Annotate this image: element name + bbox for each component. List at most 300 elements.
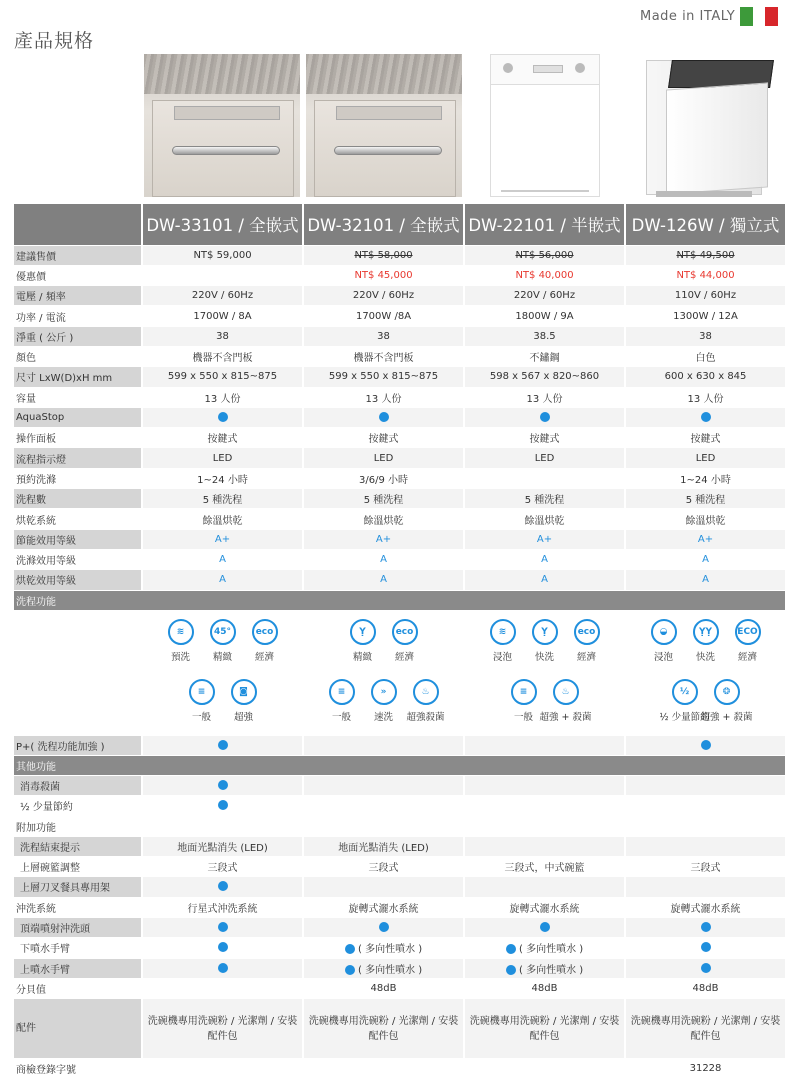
- table-cell: [464, 938, 625, 958]
- accessory-cell: 洗碗機專用洗碗粉 / 光潔劑 / 安裝配件包: [142, 999, 303, 1059]
- table-cell: [464, 367, 625, 387]
- cell-value: A: [380, 574, 387, 586]
- spec-row: [14, 326, 786, 346]
- table-cell: [464, 509, 625, 529]
- table-cell: [303, 448, 464, 468]
- spec-row: [14, 245, 786, 265]
- table-cell: [142, 387, 303, 407]
- function-item: [730, 619, 766, 663]
- cell-value: 13 人份: [687, 393, 724, 405]
- spec-row: [14, 448, 786, 468]
- model-name: DW-126W / 獨立式: [625, 204, 786, 245]
- table-cell: [625, 775, 786, 795]
- cell-value: NT$ 45,000: [354, 269, 413, 281]
- spec-row: [14, 468, 786, 488]
- function-label: 精緻: [352, 651, 372, 663]
- function-icon-row: [628, 679, 783, 723]
- extra-row: [14, 938, 786, 958]
- table-cell: [625, 897, 786, 917]
- cell-value: NT$ 49,500: [676, 249, 735, 261]
- function-cell: [142, 610, 303, 735]
- spec-row: [14, 529, 786, 549]
- cell-value: 餘溫烘乾: [363, 515, 404, 527]
- table-cell: [625, 857, 786, 877]
- spec-row: [14, 509, 786, 529]
- spec-table: [14, 204, 787, 1079]
- cell-value: 旋轉式灑水系統: [348, 903, 419, 915]
- table-cell: [625, 917, 786, 937]
- table-cell: [142, 938, 303, 958]
- soak-icon: ◒: [651, 619, 677, 645]
- cell-value: 餘溫烘乾: [524, 515, 565, 527]
- feature-dot: [540, 922, 550, 932]
- cell-value: A: [541, 554, 548, 566]
- feature-note: ( 多向性噴水 ): [354, 944, 423, 956]
- spec-row: [14, 306, 786, 326]
- table-cell: [142, 367, 303, 387]
- model-name: DW-32101 / 全嵌式: [303, 204, 464, 245]
- table-cell: [464, 1059, 625, 1079]
- other-row: [14, 775, 786, 795]
- table-cell: [142, 857, 303, 877]
- table-cell: [625, 367, 786, 387]
- cell-value: A+: [375, 533, 392, 545]
- function-item: [527, 619, 563, 663]
- function-icon-row: [306, 679, 461, 723]
- function-icon-row: [145, 679, 300, 723]
- cell-value: 1700W /8A: [355, 310, 412, 322]
- cell-value: 48dB: [370, 982, 397, 994]
- spec-row: [14, 265, 786, 285]
- cell-value: LED: [212, 452, 233, 464]
- cell-value: 220V / 60Hz: [513, 290, 576, 302]
- table-cell: [625, 468, 786, 488]
- cell-value: 按鍵式: [207, 434, 238, 446]
- table-cell: [142, 917, 303, 937]
- function-icon-row: [145, 619, 300, 663]
- table-cell: [464, 917, 625, 937]
- table-cell: [142, 549, 303, 569]
- function-icon-row: [306, 619, 461, 663]
- table-cell: [142, 978, 303, 998]
- table-cell: [303, 407, 464, 427]
- row-label: 洗程結束提示: [14, 836, 142, 856]
- cell-value: 三段式: [690, 863, 721, 875]
- function-item: [163, 619, 199, 663]
- table-cell: [464, 836, 625, 856]
- row-label: 沖洗系統: [14, 897, 142, 917]
- function-cell: [625, 610, 786, 735]
- function-item: [324, 679, 360, 723]
- function-item: [387, 619, 423, 663]
- cell-value: A+: [214, 533, 231, 545]
- cell-value: LED: [695, 452, 716, 464]
- feature-dot: [701, 942, 711, 952]
- table-cell: [464, 529, 625, 549]
- table-cell: [625, 489, 786, 509]
- cell-value: 1300W / 12A: [673, 310, 738, 322]
- cell-value: 白色: [695, 353, 716, 365]
- table-cell: [303, 570, 464, 590]
- cell-value: 機器不含門板: [192, 353, 253, 365]
- feature-dot: [701, 740, 711, 750]
- function-label: 一般: [191, 711, 211, 723]
- feature-dot: [540, 412, 550, 422]
- other-row: [14, 796, 786, 816]
- table-cell: [303, 489, 464, 509]
- function-item: [569, 619, 605, 663]
- function-label: 經濟: [394, 651, 414, 663]
- feature-dot: [218, 412, 228, 422]
- product-photo-dw32101: [306, 54, 462, 197]
- table-cell: [464, 286, 625, 306]
- row-label: 節能效用等級: [14, 529, 142, 549]
- table-cell: [464, 570, 625, 590]
- spec-row: [14, 387, 786, 407]
- spec-row: [14, 428, 786, 448]
- table-cell: [142, 836, 303, 856]
- half-load-icon: ½: [672, 679, 698, 705]
- row-label: 操作面板: [14, 428, 142, 448]
- table-cell: [464, 735, 625, 755]
- function-cell: [464, 610, 625, 735]
- function-icon-row: [467, 679, 622, 723]
- product-photo-dw126w: [636, 54, 782, 197]
- table-cell: [142, 509, 303, 529]
- header-blank: [14, 204, 142, 245]
- table-cell: [625, 326, 786, 346]
- table-cell: [303, 529, 464, 549]
- function-item: [205, 619, 241, 663]
- row-label: 配件: [14, 999, 142, 1059]
- function-label: 浸泡: [653, 651, 673, 663]
- table-cell: [464, 489, 625, 509]
- function-item: [659, 679, 710, 723]
- feature-dot: [379, 412, 389, 422]
- function-label: 超強: [233, 711, 253, 723]
- eco-icon: eco: [392, 619, 418, 645]
- spec-row: [14, 407, 786, 427]
- cell-value: 48dB: [531, 982, 558, 994]
- feature-dot: [218, 740, 228, 750]
- function-item: [539, 679, 592, 723]
- cell-value: 38: [699, 330, 712, 342]
- model-name: DW-33101 / 全嵌式: [142, 204, 303, 245]
- row-label: 容量: [14, 387, 142, 407]
- function-label: 快洗: [534, 651, 554, 663]
- function-item: [226, 679, 262, 723]
- feature-dot: [218, 881, 228, 891]
- extra-row: [14, 958, 786, 978]
- cell-value: 餘溫烘乾: [685, 515, 726, 527]
- soak-icon: ≋: [490, 619, 516, 645]
- row-label: 優惠價: [14, 265, 142, 285]
- cell-value: 5 種洗程: [524, 495, 565, 507]
- table-cell: [303, 796, 464, 816]
- accessory-cell: 洗碗機專用洗碗粉 / 光潔劑 / 安裝配件包: [303, 999, 464, 1059]
- cell-value: A: [380, 554, 387, 566]
- cell-value: 38: [377, 330, 390, 342]
- spec-row: [14, 570, 786, 590]
- table-cell: [303, 367, 464, 387]
- feature-dot: [379, 922, 389, 932]
- normal-icon: ≡: [329, 679, 355, 705]
- row-label: AquaStop: [14, 407, 142, 427]
- table-cell: [303, 549, 464, 569]
- table-cell: [303, 978, 464, 998]
- table-cell: [464, 897, 625, 917]
- cell-value: 按鍵式: [368, 434, 399, 446]
- table-cell: [142, 326, 303, 346]
- quick-icon: ỴỴ: [693, 619, 719, 645]
- cell-value: 地面光點消失 (LED): [177, 842, 268, 854]
- cell-value: 600 x 630 x 845: [664, 371, 747, 383]
- table-cell: [625, 306, 786, 326]
- cell-value: 110V / 60Hz: [674, 290, 737, 302]
- accessory-cell: 洗碗機專用洗碗粉 / 光潔劑 / 安裝配件包: [625, 999, 786, 1059]
- row-label: [14, 610, 142, 735]
- table-cell: [464, 265, 625, 285]
- table-cell: [464, 816, 625, 836]
- cell-value: 機器不含門板: [353, 353, 414, 365]
- cell-value: A+: [697, 533, 714, 545]
- feature-note: ( 多向性噴水 ): [515, 944, 584, 956]
- table-cell: [142, 897, 303, 917]
- extra-title: 附加功能: [14, 816, 142, 836]
- accessory-cell: 洗碗機專用洗碗粉 / 光潔劑 / 安裝配件包: [464, 999, 625, 1059]
- cell-value: 31228: [689, 1063, 722, 1075]
- spec-row: [14, 367, 786, 387]
- function-item: [247, 619, 283, 663]
- feature-dot: [218, 922, 228, 932]
- table-cell: [464, 978, 625, 998]
- table-cell: [303, 816, 464, 836]
- cell-value: 13 人份: [365, 393, 402, 405]
- p-plus-row: [14, 735, 786, 755]
- table-cell: [303, 306, 464, 326]
- cell-value: NT$ 56,000: [515, 249, 574, 261]
- cell-value: 220V / 60Hz: [352, 290, 415, 302]
- function-item: [366, 679, 402, 723]
- row-label: 分貝值: [14, 978, 142, 998]
- cell-value: LED: [534, 452, 555, 464]
- table-cell: [303, 836, 464, 856]
- table-cell: [625, 938, 786, 958]
- table-cell: [142, 489, 303, 509]
- table-cell: [142, 1059, 303, 1079]
- delicate-icon: 45°: [210, 619, 236, 645]
- cell-value: 5 種洗程: [202, 495, 243, 507]
- extra-row: [14, 978, 786, 998]
- table-cell: [625, 265, 786, 285]
- table-cell: [625, 836, 786, 856]
- normal-icon: ≡: [511, 679, 537, 705]
- cell-value: 按鍵式: [529, 434, 560, 446]
- cell-value: 不鏽鋼: [529, 353, 560, 365]
- row-label: 預約洗滌: [14, 468, 142, 488]
- table-cell: [142, 775, 303, 795]
- cell-value: 48dB: [692, 982, 719, 994]
- cell-value: NT$ 59,000: [193, 249, 252, 261]
- spec-row: [14, 549, 786, 569]
- table-cell: [625, 387, 786, 407]
- table-cell: [625, 570, 786, 590]
- table-cell: [464, 877, 625, 897]
- row-label: P+( 洗程功能加強 ): [14, 735, 142, 755]
- table-cell: [142, 407, 303, 427]
- function-label: 經濟: [576, 651, 596, 663]
- table-cell: [625, 816, 786, 836]
- table-cell: [142, 735, 303, 755]
- row-label: 上層刀叉餐具專用架: [14, 877, 142, 897]
- cell-value: 598 x 567 x 820~860: [489, 371, 600, 383]
- table-cell: [142, 265, 303, 285]
- cell-value: 38.5: [533, 330, 556, 342]
- table-cell: [625, 549, 786, 569]
- cell-value: A: [702, 554, 709, 566]
- table-cell: [464, 857, 625, 877]
- cell-value: 旋轉式灑水系統: [509, 903, 580, 915]
- cell-value: NT$ 44,000: [676, 269, 735, 281]
- cell-value: NT$ 58,000: [354, 249, 413, 261]
- extra-row: [14, 836, 786, 856]
- table-cell: [625, 958, 786, 978]
- table-cell: [303, 387, 464, 407]
- model-header-row: [14, 204, 786, 245]
- extra-row: [14, 917, 786, 937]
- feature-dot: [506, 944, 516, 954]
- function-item: [485, 619, 521, 663]
- table-cell: [303, 346, 464, 366]
- cell-value: 按鍵式: [690, 434, 721, 446]
- function-label: 超強 + 殺菌: [539, 711, 592, 723]
- feature-note: ( 多向性噴水 ): [515, 964, 584, 976]
- function-label: 超強殺菌: [406, 711, 445, 723]
- table-cell: [303, 897, 464, 917]
- function-icon-row: [467, 619, 622, 663]
- cell-value: 3/6/9 小時: [358, 474, 408, 486]
- cell-value: A: [702, 574, 709, 586]
- quick-icon: Ỵ: [532, 619, 558, 645]
- feature-dot: [218, 942, 228, 952]
- table-cell: [303, 877, 464, 897]
- spacer: [306, 663, 461, 679]
- row-label: 功率 / 電流: [14, 306, 142, 326]
- function-item: [408, 679, 444, 723]
- extra-row: [14, 877, 786, 897]
- feature-dot: [345, 944, 355, 954]
- feature-dot: [218, 963, 228, 973]
- table-cell: [142, 346, 303, 366]
- table-cell: [625, 407, 786, 427]
- table-cell: [303, 735, 464, 755]
- function-label: 經濟: [254, 651, 274, 663]
- cell-value: 旋轉式灑水系統: [670, 903, 741, 915]
- table-cell: [625, 286, 786, 306]
- function-label: 精緻: [212, 651, 232, 663]
- row-label: 尺寸 LxW(D)xH mm: [14, 367, 142, 387]
- table-cell: [142, 448, 303, 468]
- table-cell: [464, 796, 625, 816]
- spacer: [467, 663, 622, 679]
- feature-note: ( 多向性噴水 ): [354, 964, 423, 976]
- function-label: 預洗: [170, 651, 190, 663]
- table-cell: [625, 978, 786, 998]
- function-label: 超強 + 殺菌: [700, 711, 753, 723]
- table-cell: [303, 775, 464, 795]
- feature-dot: [701, 412, 711, 422]
- delicate-icon: Ỵ: [350, 619, 376, 645]
- table-cell: [303, 857, 464, 877]
- table-cell: [625, 428, 786, 448]
- row-label: 頂端噴射沖洗頭: [14, 917, 142, 937]
- page-title: 產品規格: [14, 30, 95, 52]
- function-label: 一般: [513, 711, 533, 723]
- cell-value: A+: [536, 533, 553, 545]
- extra-row: [14, 897, 786, 917]
- section-wash-functions: [14, 590, 786, 610]
- function-item: [700, 679, 753, 723]
- table-cell: [464, 448, 625, 468]
- row-label: ½ 少量節約: [14, 796, 142, 816]
- cell-value: 599 x 550 x 815~875: [328, 371, 439, 383]
- row-label: 上噴水手臂: [14, 958, 142, 978]
- section-label: 其他功能: [14, 755, 786, 775]
- table-cell: [303, 286, 464, 306]
- table-cell: [142, 958, 303, 978]
- table-cell: [303, 1059, 464, 1079]
- feature-dot: [506, 965, 516, 975]
- made-in-label: Made in ITALY: [640, 9, 736, 24]
- extra-title-row: [14, 816, 786, 836]
- table-cell: [464, 306, 625, 326]
- cell-value: 行星式沖洗系統: [187, 903, 258, 915]
- cell-value: 5 種洗程: [363, 495, 404, 507]
- accessories-row: [14, 999, 786, 1059]
- table-cell: [303, 509, 464, 529]
- row-label: 流程指示燈: [14, 448, 142, 468]
- row-label: 洗滌效用等級: [14, 549, 142, 569]
- feature-dot: [701, 922, 711, 932]
- table-cell: [464, 387, 625, 407]
- row-label: 洗程數: [14, 489, 142, 509]
- section-other-functions: [14, 755, 786, 775]
- cell-value: NT$ 40,000: [515, 269, 574, 281]
- normal-icon: ≡: [189, 679, 215, 705]
- table-cell: [303, 245, 464, 265]
- function-item: [688, 619, 724, 663]
- row-label: 上層碗籃調整: [14, 857, 142, 877]
- table-cell: [625, 529, 786, 549]
- table-cell: [625, 735, 786, 755]
- spacer: [628, 663, 783, 679]
- row-label: 顏色: [14, 346, 142, 366]
- feature-dot: [218, 780, 228, 790]
- table-cell: [625, 245, 786, 265]
- table-cell: [464, 428, 625, 448]
- quick-icon: »: [371, 679, 397, 705]
- cell-value: 三段式，中式碗籃: [504, 863, 585, 875]
- table-cell: [142, 816, 303, 836]
- table-cell: [142, 306, 303, 326]
- product-photo-dw22101: [490, 54, 600, 197]
- cell-value: 13 人份: [204, 393, 241, 405]
- row-label: 烘乾效用等級: [14, 570, 142, 590]
- eco-icon: eco: [574, 619, 600, 645]
- table-cell: [464, 958, 625, 978]
- feature-dot: [345, 965, 355, 975]
- function-label: 速洗: [373, 711, 393, 723]
